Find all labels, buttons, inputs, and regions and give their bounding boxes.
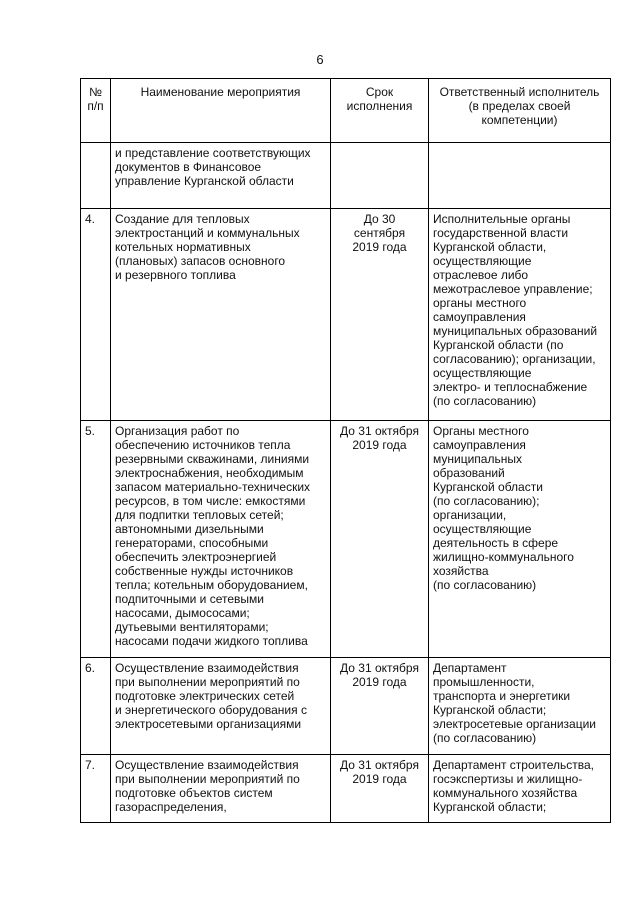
header-name: Наименование мероприятия (111, 79, 331, 143)
cell-num (81, 143, 111, 209)
cell-num: 7. (81, 755, 111, 823)
cell-term: До 30 сентября 2019 года (331, 209, 429, 421)
measures-table (80, 78, 611, 823)
cell-responsible: Исполнительные органы государственной власти Курганской области, осуществляющие отраслевое либо межотраслевое управление; органы местного самоуправления муниципальных образований Курганской области (по согласованию); организации, осуществляющие электро- и теплоснабжение (по согласованию) (429, 209, 611, 421)
cell-num: 5. (81, 421, 111, 658)
cell-term (331, 143, 429, 209)
table-row (81, 143, 611, 209)
cell-responsible: Органы местного самоуправления муниципальных образований Курганской области (по согласованию); организации, осуществляющие деятельность в сфере жилищно-коммунального хозяйства (по согласованию) (429, 421, 611, 658)
table-row (81, 421, 611, 658)
header-term: Срок исполнения (331, 79, 429, 143)
header-responsible: Ответственный исполнитель (в пределах своей компетенции) (429, 79, 611, 143)
table-row (81, 658, 611, 755)
page-number: 6 (316, 52, 324, 67)
header-num: № п/п (81, 79, 111, 143)
cell-name: Создание для тепловых электростанций и коммунальных котельных нормативных (плановых) запасов основного и резервного топлива (111, 209, 331, 421)
table-header-row (81, 79, 611, 143)
cell-responsible: Департамент строительства, госэкспертизы и жилищно- коммунального хозяйства Курганской области; (429, 755, 611, 823)
cell-responsible (429, 143, 611, 209)
cell-name: и представление соответствующих документов в Финансовое управление Курганской области (111, 143, 331, 209)
table-row (81, 209, 611, 421)
cell-name: Осуществление взаимодействия при выполнении мероприятий по подготовке электрических сетей и энергетического оборудования с электросетевыми организациями (111, 658, 331, 755)
cell-name: Организация работ по обеспечению источников тепла резервными скважинами, линиями электроснабжения, необходимым запасом материально-технических ресурсов, в том числе: емкостями для подпитки тепловых сетей; автономными дизельными генераторами, способными обеспечить электроэнергией собственные нужды источников тепла; котельным оборудованием, подпиточными и сетевыми насосами, дымососами; дутьевыми вентиляторами; насосами подачи жидкого топлива (111, 421, 331, 658)
cell-responsible: Департамент промышленности, транспорта и энергетики Курганской области; электросетевые организации (по согласованию) (429, 658, 611, 755)
cell-num: 4. (81, 209, 111, 421)
table-row (81, 755, 611, 823)
cell-num: 6. (81, 658, 111, 755)
cell-term: До 31 октября 2019 года (331, 658, 429, 755)
cell-term: До 31 октября 2019 года (331, 755, 429, 823)
cell-name: Осуществление взаимодействия при выполнении мероприятий по подготовке объектов систем газораспределения, (111, 755, 331, 823)
cell-term: До 31 октября 2019 года (331, 421, 429, 658)
